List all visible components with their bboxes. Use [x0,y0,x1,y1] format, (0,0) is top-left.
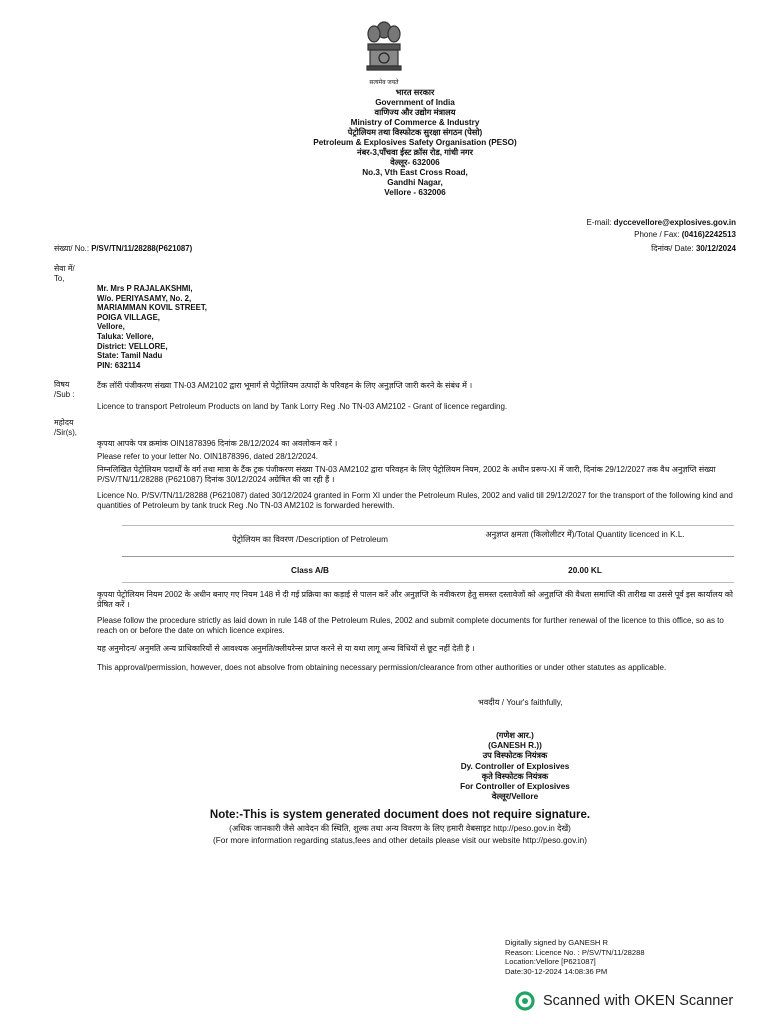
digital-signature-block [505,938,645,976]
header-line-4: Ministry of Commerce & Industry [350,118,480,127]
digital-signature-line-4: Date:30-12-2024 14:08:36 PM [505,966,608,976]
subject-label: विषय /Sub : [54,380,75,399]
licence-forward-hindi: निम्नलिखित पेट्रोलियम पदार्थों के वर्ग तथा मात्रा के टैंक ट्रक पंजीकरण संख्या TN-03 AM2102 द्वारा परिवहन के लिए पेट्रोलियम नियम, 2002 के अधीन प्ररूप-XI में जारी, दिनांक 29/12/2027 तक वैध अनुज्ञप्ति संख्या P/SV/TN/11/28288 (P621087) दिनांक 30/12/2024 अग्रेषित की जा रही हैं । [97,465,716,484]
ref-date-value: 30/12/2024 [695,244,736,253]
ref-date-label: दिनांक/ Date: [651,244,694,253]
table-header-rule [122,556,734,557]
office-header [200,88,630,198]
system-generated-note: Note:-This is system generated document does not require signature. [209,809,591,821]
signatory-name: (GANESH R.)) [488,741,542,751]
header-line-1: भारत सरकार [395,88,435,97]
header-line-8: वेल्लूर- 632006 [390,158,440,167]
digital-signature-line-2: Reason: Licence No. : P/SV/TN/11/28288 [505,947,645,957]
subject-hindi: टैंक लॉरी पंजीकरण संख्या TN-03 AM2102 द्वारा भूमार्ग से पेट्रोलियम उत्पादों के परिवहन के लिए अनुज्ञप्ति जारी करने के संबंध में । [97,381,473,390]
digital-signature-line-1: Digitally signed by GANESH R [505,938,608,947]
phone-label: Phone / Fax: [634,230,680,239]
ref-no-value: P/SV/TN/11/28288(P621087) [91,244,193,253]
watermark-text: Scanned with OKEN Scanner [543,993,734,1009]
signatory-title: Dy. Controller of Explosives [460,761,570,771]
contact-phone [634,230,736,240]
header-line-11: Vellore - 632006 [384,188,446,197]
oken-scanner-logo-icon [515,991,535,1011]
note-hindi: (अधिक जानकारी जैसे आवेदन की स्थिति, शुल्क तथा अन्य विवरण के लिए हमारी वेबसाइट http://peso.gov.in देखें) [229,824,571,833]
salutation-label: महोदय /Sir(s), [54,418,77,437]
signatory-for-hindi: कृते विस्फोटक नियंत्रक [481,771,549,781]
signatory-block [420,731,610,802]
header-line-3: वाणिज्य और उद्योग मंत्रालय [374,108,456,117]
table-cell-quantity: 20.00 KL [568,566,602,575]
note-english: (For more information regarding status,fees and other details please visit our website http://peso.gov.in) [213,836,587,845]
header-line-2: Government of India [375,98,455,107]
email-label: E-mail: [586,218,612,227]
table-bottom-rule [122,582,734,583]
table-header-quantity: अनुज्ञप्त क्षमता (किलोलीटर में)/Total Quantity licenced in K.L. [485,530,685,539]
letter-ref-hindi: कृपया आपके पत्र क्रमांक OIN1878396 दिनांक 28/12/2024 का अवलोकन करें । [97,439,338,448]
contact-email [587,218,737,228]
recipient-address: Mr. Mrs P RAJALAKSHMI, W/o. PERIYASAMY, No. 2, MARIAMMAN KOVIL STREET, POIGA VILLAGE, Vellore, Taluka: Vellore, District: VELLORE, State: Tamil Nadu PIN: 632114 [97,284,207,370]
licence-forward-english: Licence No. P/SV/TN/11/28288 (P621087) dated 30/12/2024 granted in Form XI under the Petroleum Rules, 2002 and valid till 29/12/2027 for the transport of the following kind and quantities of Petroleum by tank truck Reg .No TN-03 AM2102 is forwarded herewith. [97,491,733,510]
signatory-location: वेल्लूर/Vellore [491,792,539,802]
table-top-rule [122,525,734,526]
approval-english: This approval/permission, however, does not absolve from obtaining necessary permission/clearance from other authorities or under other statutes as applicable. [97,663,667,672]
subject-english: Licence to transport Petroleum Products on land by Tank Lorry Reg .No TN-03 AM2102 - Grant of licence regarding. [97,402,508,411]
header-line-10: Gandhi Nagar, [387,178,443,187]
header-line-5: पेट्रोलियम तथा विस्फोटक सुरक्षा संगठन (पेसो) [347,128,483,137]
signatory-name-hindi: (गणेश आर.) [496,731,534,740]
signatory-title-hindi: उप विस्फोटक नियंत्रक [482,751,548,761]
letter-ref-english: Please refer to your letter No. OIN1878396, dated 28/12/2024. [97,452,319,461]
renewal-hindi: कृपया पेट्रोलियम नियम 2002 के अधीन बनाए गए नियम 148 में दी गई प्रक्रिया का कड़ाई से पालन करें और अनुज्ञप्ति के नवीकरण हेतु समस्त दस्तावेजों को अनुज्ञप्ति की वैधता समाप्ति की तारीख या उससे पूर्व इस कार्यालय को प्रेषित करें । [97,590,733,609]
table-cell-description: Class A/B [291,566,329,575]
digital-signature-line-3: Location:Vellore [P621087] [505,957,596,966]
header-line-9: No.3, Vth East Cross Road, [362,168,468,177]
reference-date [651,244,736,254]
ashoka-emblem-icon [362,18,406,82]
reference-number [54,244,192,254]
renewal-english: Please follow the procedure strictly as laid down in rule 148 of the Petroleum Rules, 2002 and submit complete documents for further renewal of the licence to this office, so as to reach on or before the date on which licence expires. [97,616,724,635]
to-label: सेवा में/ To, [54,264,75,283]
emblem-motto: सत्यमेव जयते [369,80,399,86]
table-header-description: पेट्रोलियम का विवरण /Description of Petroleum [232,535,388,544]
signatory-for: For Controller of Explosives [460,782,570,792]
email-value: dyccevellore@explosives.gov.in [613,218,736,227]
scanner-watermark [515,990,733,1012]
header-line-7: नंबर-3,पाँचवा ईस्ट क्रॉस रोड, गांधी नगर [357,148,473,157]
ref-no-label: संख्या/ No.: [54,244,90,253]
phone-value: (0416)2242513 [681,230,736,239]
approval-hindi: यह अनुमोदन/ अनुमति अन्य प्राधिकारियों से आवश्यक अनुमति/क्लीयरेन्स प्राप्त करने से या यथा लागू अन्य विधियों से छूट नहीं देती है । [97,644,475,653]
closing-text: भवदीय / Your's faithfully, [478,698,563,707]
header-line-6: Petroleum & Explosives Safety Organisation (PESO) [313,138,517,147]
